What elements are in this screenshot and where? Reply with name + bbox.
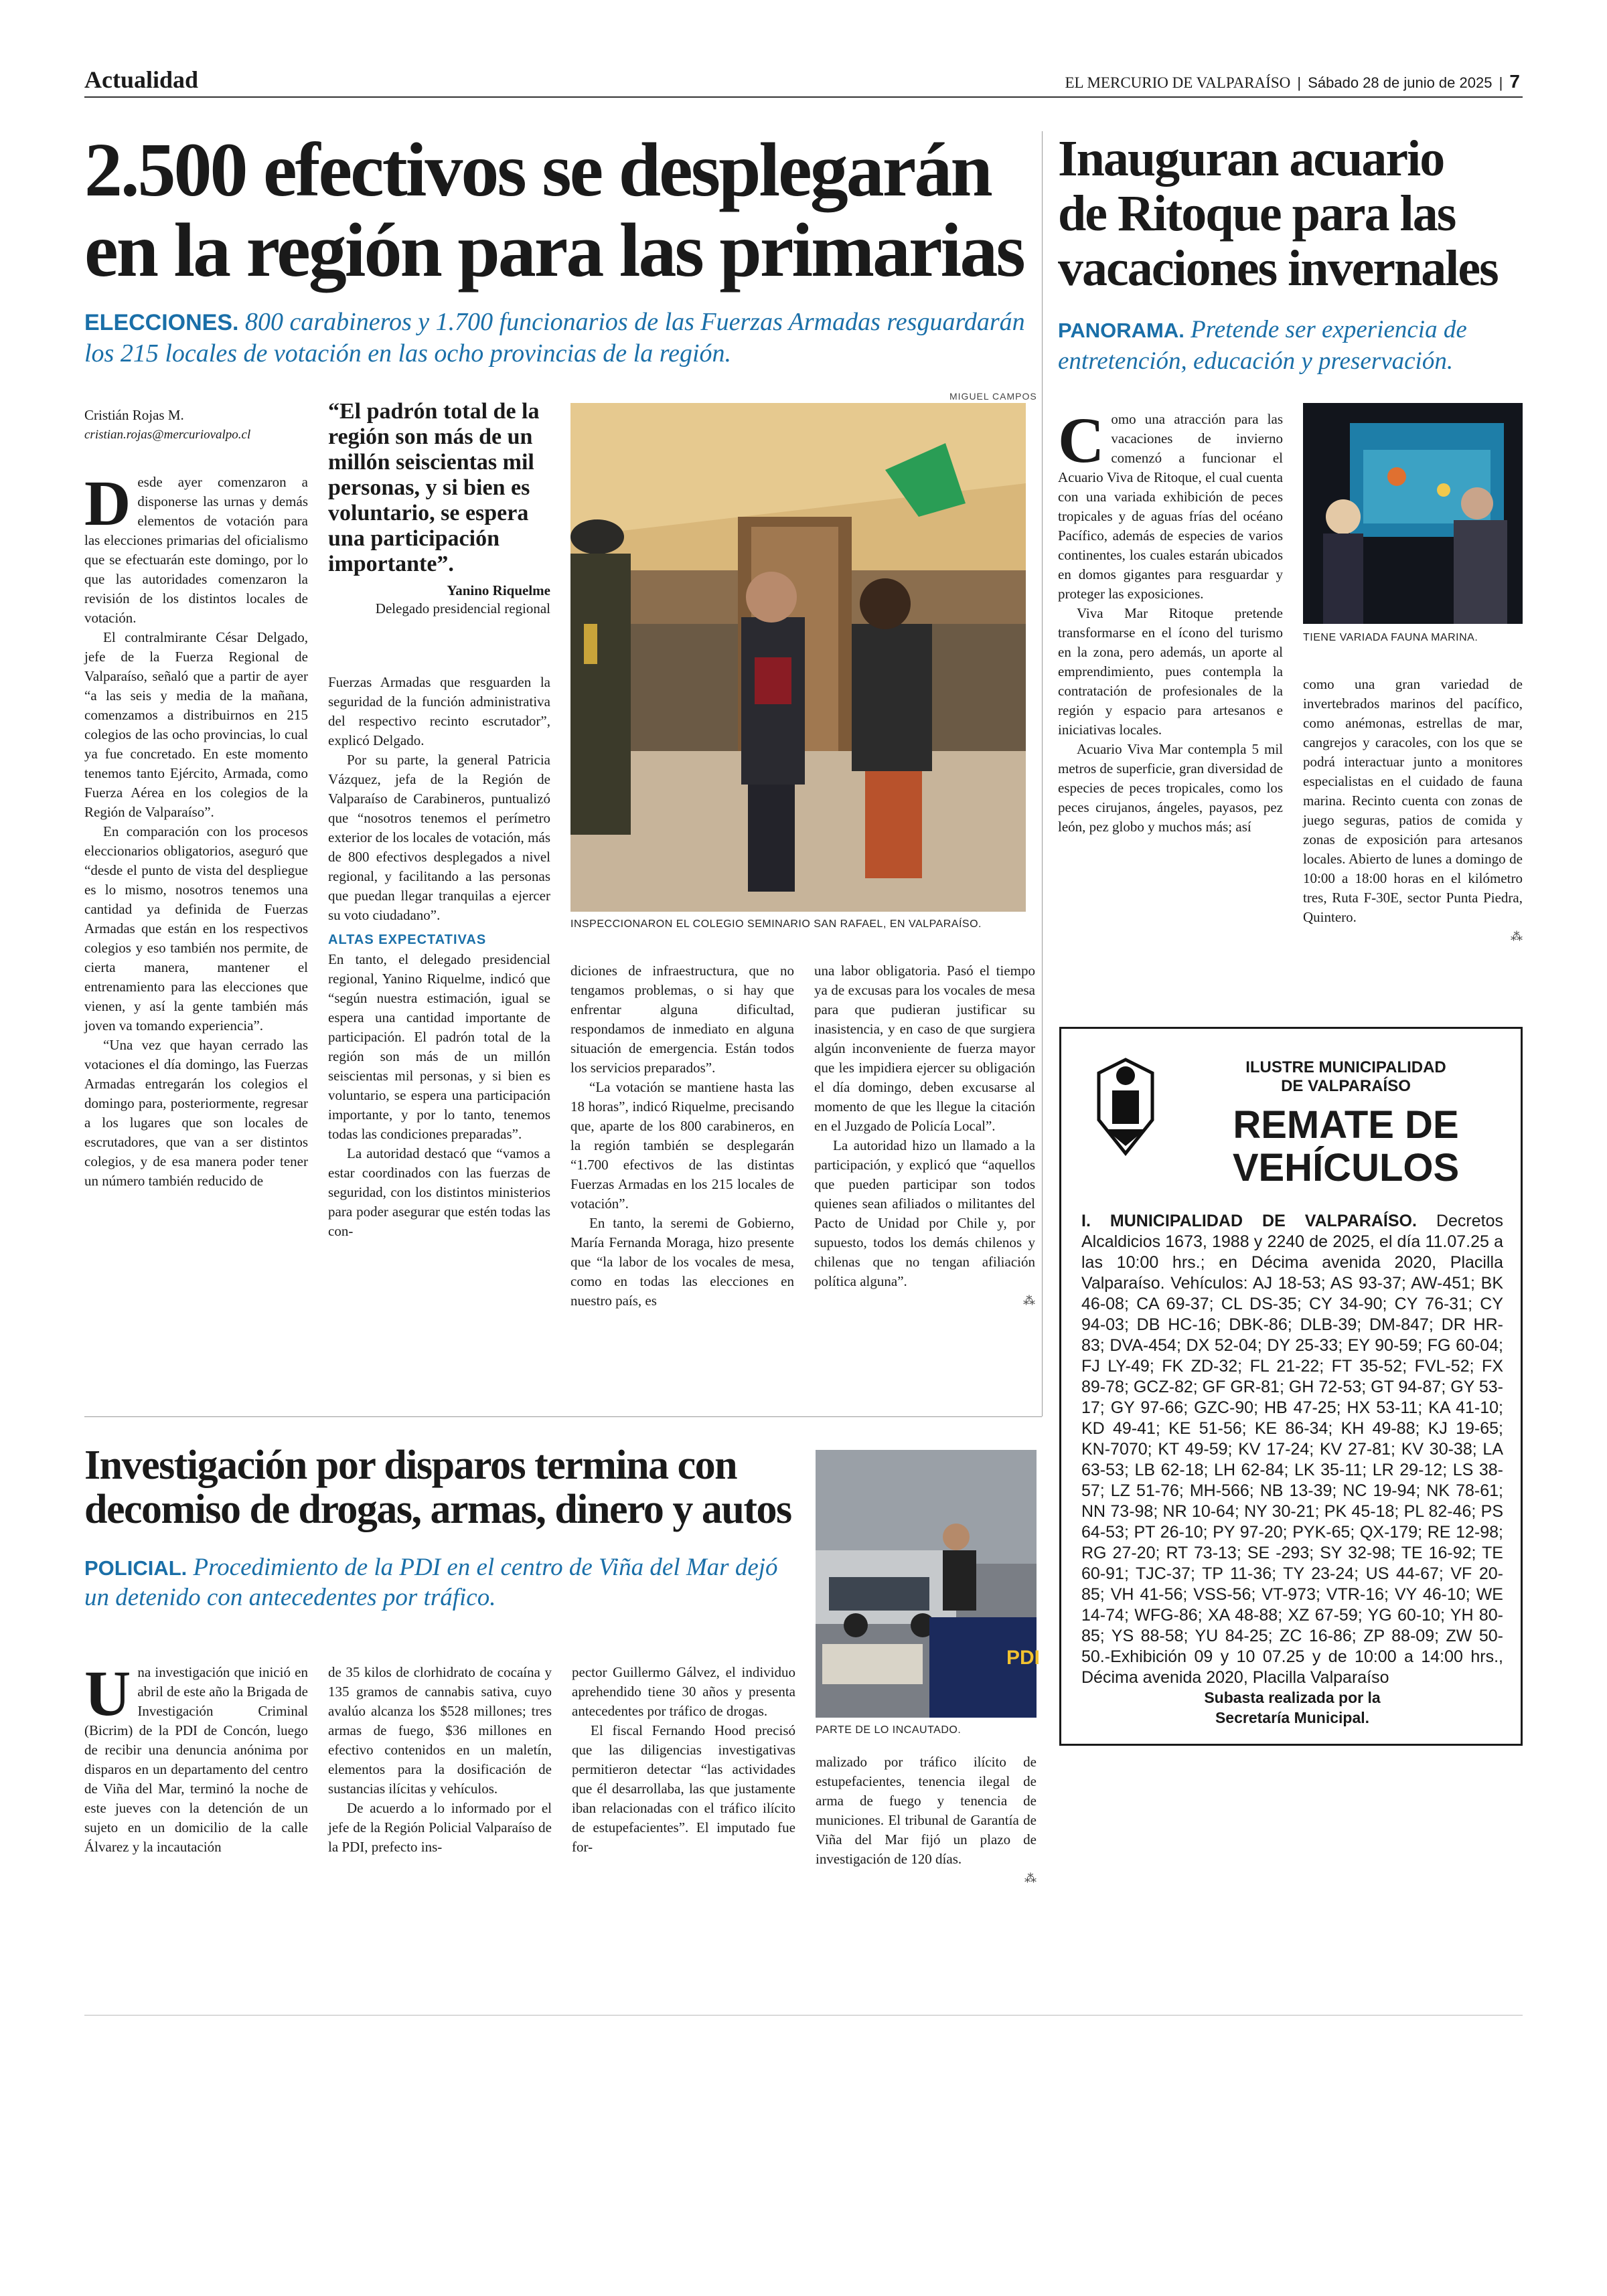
side-headline: Inauguran acuario de Ritoque para las vacaciones invernales: [1058, 131, 1498, 297]
pull-quote: “El padrón total de la región son más de un millón seiscientas mil personas, y si bien es voluntario, se espera una participación importante”. Yanino Riquelme Delegado presidencial regional: [328, 399, 550, 617]
quote-name: Yanino Riquelme: [447, 582, 550, 598]
end-mark-icon: ⁂: [1511, 930, 1523, 943]
seized-items-image: [816, 1450, 1041, 1718]
section-name: Actualidad: [84, 66, 199, 93]
bottom-col-1: Una investigación que inició en abril de este año la Brigada de Investigación Criminal (Bicrim) de la PDI de Concón, luego de recibir una denuncia anónima por disparos en un departamento del centro de Viña del Mar, terminó la noche de este jueves con la detención de un sujeto en un domicilio de la calle Álvarez y la incautación: [84, 1657, 308, 1855]
drop-cap: U: [84, 1657, 131, 1729]
notice-organization: ILUSTRE MUNICIPALIDAD DE VALPARAÍSO: [1245, 1058, 1446, 1095]
end-mark-icon: ⁂: [1024, 1872, 1037, 1885]
aquarium-photo-caption: TIENE VARIADA FAUNA MARINA.: [1303, 632, 1478, 643]
subhead: ALTAS EXPECTATIVAS: [328, 932, 487, 947]
notice-title: REMATE DE VEHÍCULOS: [1232, 1103, 1460, 1190]
bottom-col-4: malizado por tráfico ilícito de estupefacientes, tenencia ilegal de arma de fuego y tenencia de municiones. El tribunal de Garantía de Viña del Mar fijó un plazo de investigación de 120 días. ⁂: [816, 1752, 1037, 1888]
bottom-headline: Investigación por disparos termina con decomiso de drogas, armas, dinero y autos: [84, 1443, 791, 1532]
side-col-2: como una gran variedad de invertebrados marinos del pacífico, como anémonas, estrellas de mar, cangrejos y caracoles, con los que se podrá interactuar junto a monitores especialistas en el cuidado de fauna marina. Recinto cuenta con zonas de juego seguras, patios de comida y zonas de exposición para artesanos locales. Abierto de lunes a domingo de 10:00 a 18:00 horas en el kilómetro tres, Ruta F-30E, sector Punta Piedra, Quintero. ⁂: [1303, 675, 1523, 947]
section-divider: [84, 1416, 1042, 1417]
main-col-3: diciones de infraestructura, que no tengamos problemas, o si hay que enfrentar alguna dificultad, respondamos de inmediato en alguna situación de emergencia. Están todos los servicios preparados”. “La votación se mantiene hasta las 18 horas”, indicó Riquelme, precisando que, aparte de los 800 carabineros, en la región también se desplegarán “1.700 efectivos de las distintas Fuerzas Armadas en los 215 locales de votación”. En tanto, la seremi de Gobierno, María Fernanda Moraga, hizo presente que “la labor de los vocales de mesa, como en todas las elecciones en nuestro país, es: [570, 963, 794, 1309]
footer-rule: [84, 2015, 1523, 2016]
bottom-col-2: de 35 kilos de clorhidrato de cocaína y 135 gramos de cannabis sativa, cuyo avalúo alcanza los $528 millones; tres armas de fuego, $36 millones en efectivo contenidos en un maletín, elementos para la dosificación de sustancias ilícitas y vehículos. De acuerdo a lo informado por el jefe de la Región Policial Valparaíso de la PDI, prefecto ins-: [328, 1664, 552, 1855]
officials-inspection-image: [570, 403, 1026, 912]
auction-notice: [1059, 1027, 1523, 1746]
side-deck: PANORAMA. Pretende ser experiencia de entretención, educación y preservación.: [1058, 316, 1467, 375]
main-photo-caption: INSPECCIONARON EL COLEGIO SEMINARIO SAN RAFAEL, EN VALPARAÍSO.: [570, 918, 982, 930]
valparaiso-crest-icon: [1085, 1056, 1166, 1156]
main-col-2: Fuerzas Armadas que resguarden la seguridad de la función administrativa del respectivo recinto escrutador”, explicó Delgado. Por su parte, la general Patricia Vázquez, jefa de la Región de Valparaíso de Carabineros, puntualizó que “nosotros tenemos el perímetro exterior de los locales de votación, más de 800 efectivos desplegados a nivel regional, y facilitando a las personas que puedan llegar tranquilas a ejercer su voto ciudadano”. ALTAS EXPECTATIVAS En tanto, el delegado presidencial regional, Yanino Riquelme, indicó que “según nuestra estimación, igual se espera una cantidad importante de participación. El padrón total de la región son más de un millón seiscientas mil personas, y si bien es voluntario, se espera una participación importante, y por lo tanto, tenemos todas las condiciones preparadas”. La autoridad destacó que “vamos a estar coordinados con las fuerzas de seguridad, con los distintos ministerios para poder asegurar que estén todas las con-: [328, 674, 550, 1239]
issue-date: Sábado 28 de junio de 2025: [1308, 74, 1493, 91]
aquarium-image: [1303, 403, 1523, 624]
main-headline: 2.500 efectivos se desplegarán en la región para las primarias: [84, 127, 1024, 293]
main-deck: ELECCIONES. 800 carabineros y 1.700 funcionarios de las Fuerzas Armadas resguardarán los 215 locales de votación en las ocho provincias de la región.: [84, 308, 1025, 367]
end-mark-icon: ⁂: [1023, 1294, 1035, 1307]
main-photo: [570, 403, 1026, 912]
quote-role: Delegado presidencial regional: [375, 600, 550, 617]
column-divider: [1042, 131, 1043, 1416]
byline-email: cristian.rojas@mercuriovalpo.cl: [84, 428, 251, 442]
side-col-1: Como una atracción para las vacaciones de invierno comenzó a funcionar el Acuario Viva de Ritoque, el cual cuenta con una variada exhibición de peces tropicales y de aguas frías del océano Pacífico, además de especies de varios continentes, los cuales estarán ubicados en domos gigantes para resguardar y proteger las exposiciones. Viva Mar Ritoque pretende transformarse en el ícono del turismo en la zona, pero además, un aporte al emprendimiento, pues contempla la contratación de profesionales de la región y espacio para artesanos e iniciativas locales. Acuario Viva Mar contempla 5 mil metros de superficie, gran diversidad de especies de peces tropicales, como los peces cirujanos, ángeles, payasos, pez león, pez globo y muchos más; así: [1058, 404, 1283, 835]
bottom-deck: POLICIAL. Procedimiento de la PDI en el centro de Viña del Mar dejó un detenido con antecedentes por tráfico.: [84, 1554, 778, 1611]
svg-text:PDI: PDI: [1006, 1647, 1041, 1669]
byline: Cristián Rojas M. cristian.rojas@mercuriovalpo.cl: [84, 407, 251, 442]
header-rule: [84, 96, 1523, 98]
page-number: 7: [1509, 71, 1520, 92]
bottom-col-3: pector Guillermo Gálvez, el individuo aprehendido tiene 30 años y presenta antecedentes por tráfico de drogas. El fiscal Fernando Hood precisó que las diligencias investigativas permitieron detectar “las actividades que él desarrollaba, las que justamente iban relacionadas con el tráfico ilícito de estupefacientes”. El imputado fue for-: [572, 1664, 795, 1855]
drop-cap: C: [1058, 404, 1105, 476]
photo-credit: MIGUEL CAMPOS: [949, 391, 1037, 402]
drop-cap: D: [84, 467, 131, 539]
main-col-1: Desde ayer comenzaron a disponerse las urnas y demás elementos de votación para las elecciones primarias del oficialismo que se efectuarán este domingo, por lo que las autoridades comenzaron la revisión de los distintos locales de votación. El contralmirante César Delgado, jefe de la Fuerza Regional de Valparaíso, señaló que a partir de ayer “a las seis y media de la mañana, comenzamos a distribuirnos en 215 colegios de las ocho provincias, lo cual ya fue concretado. En este momento tenemos tanto Ejército, Armada, como Fuerza Aérea en los colegios de la Región de Valparaíso”. En comparación con los procesos eleccionarios obligatorios, aseguró que “desde el punto de vista del despliegue es lo mismo, nosotros tenemos una cantidad ya definida de Fuerzas Armadas que están en los respectivos colegios y eso también nos permite, de cierta manera, mantener el entrenamiento para las elecciones que vienen, y así la gente también más joven va tomando experiencia”. “Una vez que hayan cerrado las votaciones el día domingo, las Fuerzas Armadas entregarán los colegios el domingo para, posteriormente, regresar a los lugares que son locales de escrutadores, que van a ser distintos colegios, y de esa manera poder tener un número también reducido de: [84, 467, 308, 1189]
seizure-photo: [816, 1450, 1041, 1718]
paper-name: EL MERCURIO DE VALPARAÍSO: [1065, 74, 1291, 91]
main-col-4: una labor obligatoria. Pasó el tiempo ya de excusas para los vocales de mesa para que pudieran justificar su inasistencia, y en caso de que surgiera algún inconveniente de fuerza mayor que les impidiera ejercer su obligación el día domingo, deben excusarse al momento de que les llegue la citación en el Juzgado de Policía Local”. La autoridad hizo un llamado a la participación, y explicó que “aquellos que pueden participar son todos quienes sean afiliados o militantes del Pacto de Unidad por Chile y, por supuesto, todos los demás chilenos y chilenas que no tengan afiliación política alguna”. ⁂: [814, 961, 1035, 1311]
aquarium-photo: [1303, 403, 1523, 624]
notice-body: I. MUNICIPALIDAD DE VALPARAÍSO. Decretos Alcaldicios 1673, 1988 y 2240 de 2025, el día 11.07.25 a las 10:00 hrs.; en Décima avenida 2020, Placilla Valparaíso. Vehículos: AJ 18-53; AS 93-37; AW-451; BK 46-08; CA 69-37; CL DS-35; CY 34-90; CY 76-31; CY 94-03; DB HC-16; DBK-86; DLB-39; DM-847; DR HR-83; DVA-454; DX 52-04; DY 25-33; EY 90-59; FG 60-04; FJ LY-49; FK ZD-32; FL 21-22; FT 35-52; FVL-52; FX 89-78; GCZ-82; GF GR-81; GH 72-53; GT 94-87; GY 53-17; GY 97-66; GZC-90; HB 47-25; HX 53-11; KA 41-10; KD 49-41; KE 51-56; KE 86-34; KH 49-88; KJ 19-65; KN-7070; KT 49-59; KV 17-24; KV 27-81; KV 30-38; LA 63-53; LB 62-18; LH 62-84; LK 35-11; LR 29-12; LS 38-57; LZ 51-76; MH-566; NB 13-39; NC 19-94; NK 78-61; NN 73-98; NR 10-64; NY 30-21; PK 45-18; PL 82-46; PS 64-53; PT 26-10; PY 97-20; PYK-65; QX-179; RE 12-98; RG 27-20; RT 73-13; SE -293; SY 32-98; TE 16-92; TE 60-91; TJC-37; TP 11-36; TY 23-24; US 44-67; VF 20-85; VH 41-56; VSS-56; VT-973; VTR-16; VY 46-10; WE 14-74; WFG-86; XA 48-88; XZ 67-59; YG 60-10; YH 80-85; YS 88-58; YU 84-25; ZC 16-86; ZP 88-09; ZW 50-50.-Exhibición 09 y 10 07.25 y de 10:00 a 14:00 hrs., Décima avenida 2020, Placilla Valparaíso: [1081, 1212, 1503, 1687]
masthead-line: EL MERCURIO DE VALPARAÍSO | Sábado 28 de junio de 2025 | 7: [1065, 71, 1520, 92]
notice-footer: Subasta realizada por la Secretaría Municipal.: [1204, 1689, 1381, 1726]
seizure-photo-caption: PARTE DE LO INCAUTADO.: [816, 1724, 962, 1736]
